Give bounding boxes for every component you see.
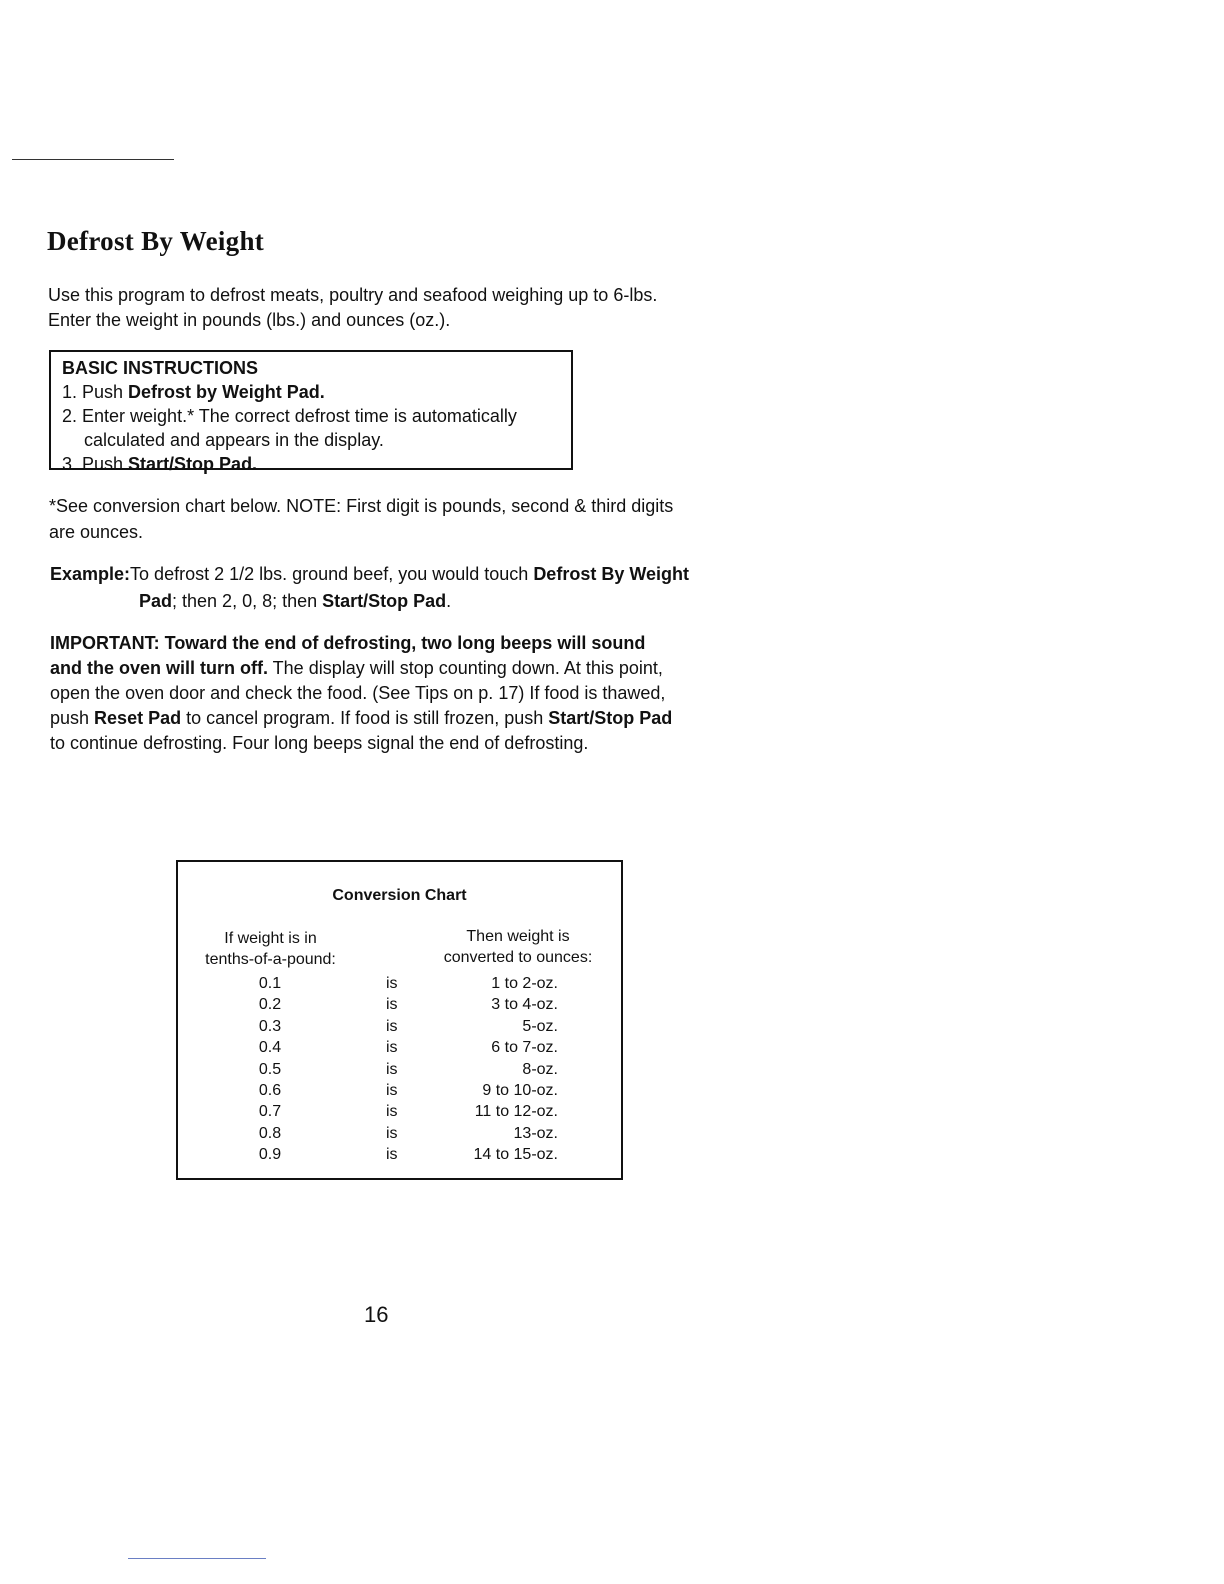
is-word: is [386,1081,398,1099]
is-word: is [386,1103,398,1121]
right-header-line: Then weight is [466,928,570,945]
right-header-line: converted to ounces: [443,949,593,966]
tenths-value: 0.6 [258,1081,282,1099]
right-column-header [423,926,613,968]
is-word: is [386,975,398,992]
ounces-value: 6 to 7-oz. [491,1039,558,1057]
important-paragraph [50,631,740,756]
conversion-row [178,994,621,1015]
conversion-row [178,1080,621,1101]
step-text: 3. Push [62,454,129,474]
tenths-value: 0.3 [258,1017,282,1035]
step-pad-name: Start/Stop Pad. [128,454,258,474]
ounces-value: 1 to 2-oz. [491,975,558,992]
conversion-rows [178,973,621,1166]
note-line: *See conversion chart below. NOTE: First digit is pounds, second & third digits [49,496,674,516]
important-line [50,706,740,731]
step-text: 1. Push [62,382,129,402]
is-word: is [386,1017,398,1035]
ounces-value: 9 to 10-oz. [482,1081,558,1099]
example-text: To defrost 2 1/2 lbs. ground beef, you would touch [130,564,534,584]
tenths-value: 0.1 [258,975,282,992]
is-word: is [386,1146,398,1164]
example-pad-name: Start/Stop Pad [322,591,447,611]
instruction-step-2-continued: calculated and appears in the display. [84,430,384,450]
is-word: is [386,996,398,1014]
example-line [50,588,740,615]
example-pad-name: Defrost By Weight [533,564,689,584]
example-text: ; then 2, 0, 8; then [172,591,323,611]
conversion-row [178,973,621,994]
example-paragraph [50,561,740,615]
important-line [50,631,740,656]
left-column-header [188,928,353,970]
left-header-line: If weight is in [224,930,317,947]
instruction-step-2: 2. Enter weight.* The correct defrost time is automatically [62,406,517,426]
page-number: 16 [364,1302,389,1327]
ounces-value: 5-oz. [522,1017,558,1035]
page-title: Defrost By Weight [47,226,265,256]
instruction-step-1 [62,380,571,404]
important-line: open the oven door and check the food. (See Tips on p. 17) If food is thawed, [50,683,666,703]
important-line: to continue defrosting. Four long beeps signal the end of defrosting. [50,733,589,753]
important-text: push [50,708,95,728]
important-bold: IMPORTANT: Toward the end of defrosting, two long beeps will sound [50,633,646,653]
basic-instructions-heading: BASIC INSTRUCTIONS [62,358,259,378]
tenths-value: 0.5 [258,1060,282,1078]
conversion-row [178,1101,621,1122]
left-header-line: tenths-of-a-pound: [205,951,336,968]
is-word: is [386,1060,398,1078]
tenths-value: 0.4 [258,1039,282,1057]
ounces-value: 13-oz. [513,1124,558,1142]
ounces-value: 8-oz. [522,1060,558,1078]
intro-paragraph [48,283,748,333]
important-line [50,656,740,681]
bottom-rule [128,1558,266,1559]
top-rule [12,159,174,160]
tenths-value: 0.2 [258,996,282,1014]
intro-line: Enter the weight in pounds (lbs.) and ounces (oz.). [48,310,451,330]
important-pad-name: Start/Stop Pad [548,708,673,728]
tenths-value: 0.7 [258,1103,282,1121]
example-text: . [446,591,452,611]
tenths-value: 0.9 [258,1146,282,1164]
ounces-value: 3 to 4-oz. [491,996,558,1014]
example-line [50,561,740,588]
example-label: Example: [50,564,131,584]
instruction-step-3 [62,452,571,476]
conversion-row [178,1059,621,1080]
tenths-value: 0.8 [258,1124,282,1142]
conversion-chart-title: Conversion Chart [332,887,467,904]
note-line: are ounces. [49,522,144,542]
important-bold: and the oven will turn off. [50,658,268,678]
conversion-row [178,1016,621,1037]
is-word: is [386,1039,398,1057]
conversion-note [49,493,739,545]
conversion-row [178,1144,621,1165]
conversion-chart [176,860,623,1180]
intro-line: Use this program to defrost meats, poultry and seafood weighing up to 6-lbs. [48,285,658,305]
ounces-value: 11 to 12-oz. [474,1103,558,1121]
example-pad-name: Pad [139,591,173,611]
conversion-row [178,1123,621,1144]
important-text: to cancel program. If food is still frozen, push [181,708,549,728]
important-pad-name: Reset Pad [94,708,182,728]
basic-instructions-box [49,350,573,474]
important-text: The display will stop counting down. At this point, [268,658,663,678]
step-pad-name: Defrost by Weight Pad. [128,382,325,402]
ounces-value: 14 to 15-oz. [473,1146,558,1164]
conversion-row [178,1037,621,1058]
is-word: is [386,1124,398,1142]
